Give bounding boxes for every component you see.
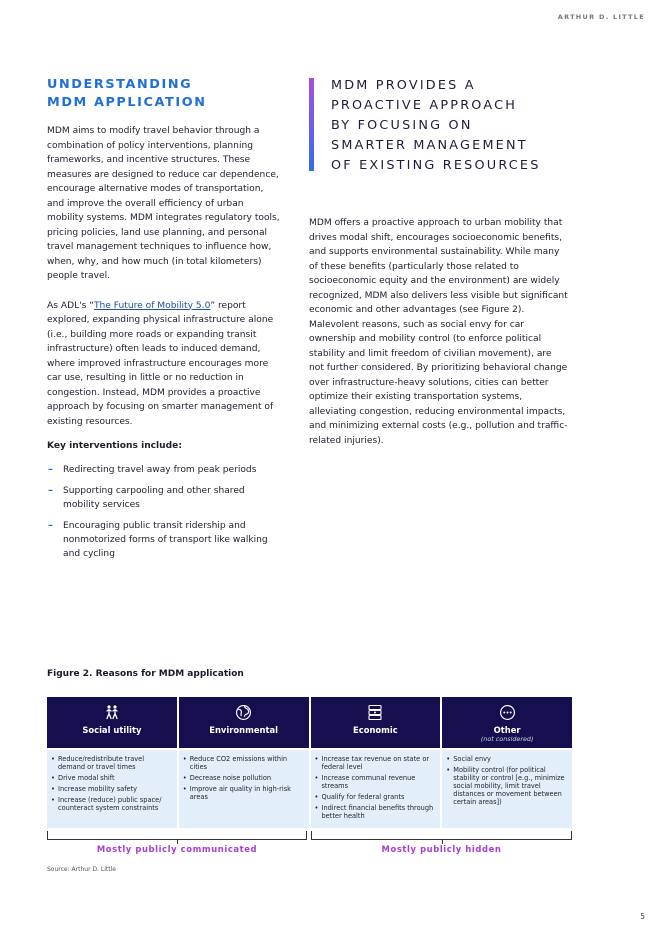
- pull-quote-text: [331, 76, 569, 176]
- list-item: • Reduce CO2 emissions within cities: [183, 755, 305, 771]
- list-item: • Drive modal shift: [51, 774, 173, 782]
- list-item: • Reduce/redistribute travel demand or travel times: [51, 755, 173, 771]
- report-paragraph-lead: As ADL's “: [47, 300, 94, 311]
- list-item: • Qualify for federal grants: [315, 793, 437, 801]
- globe-icon: [235, 703, 253, 721]
- brace-label-hidden: Mostly publicly hidden: [381, 844, 502, 854]
- figure-column-economic: [311, 697, 441, 828]
- key-interventions-heading: Key interventions include:: [47, 441, 182, 451]
- left-column: [47, 76, 280, 568]
- figure-title: Figure 2. Reasons for MDM application: [47, 669, 244, 679]
- list-item: • Decrease noise pollution: [183, 774, 305, 782]
- figure-column-header: [179, 697, 309, 748]
- future-of-mobility-link[interactable]: The Future of Mobility 5.0: [93, 300, 211, 311]
- figure-source: Source: Arthur D. Little: [47, 866, 116, 873]
- figure-column-name: Economic: [353, 725, 398, 735]
- brand-name: ARTHUR D. LITTLE: [557, 13, 645, 21]
- pull-quote-line: OF EXISTING RESOURCES: [331, 158, 541, 173]
- figure-column-header: [47, 697, 177, 748]
- page-number: 5: [640, 912, 645, 921]
- list-item: [47, 484, 280, 512]
- money-icon: [366, 703, 384, 721]
- list-item: • Improve air quality in high-risk areas: [183, 785, 305, 801]
- list-item: • Increase tax revenue on state or federal level: [315, 755, 437, 771]
- dash-icon: –: [48, 520, 53, 531]
- figure-column-header: [311, 697, 441, 748]
- pull-quote-line: PROACTIVE APPROACH: [331, 98, 518, 113]
- figure-column-other: [442, 697, 572, 828]
- list-item: [47, 463, 280, 477]
- figure-column-name: Social utility: [82, 725, 142, 735]
- list-item: • Mobility control (for political stability or control [e.g., minimize social mobility, limit travel distances or movement between certain areas]): [446, 766, 568, 806]
- pull-quote-line: MDM PROVIDES A: [331, 78, 476, 93]
- dash-icon: –: [48, 464, 53, 475]
- figure-column-name: Other: [493, 725, 521, 735]
- list-item: • Indirect financial benefits through better health: [315, 804, 437, 820]
- figure-column-name: Environmental: [209, 725, 278, 735]
- figure-column-header: [442, 697, 572, 748]
- brace-hidden: [311, 831, 572, 840]
- intro-paragraph: MDM aims to modify travel behavior through a combination of policy interventions, planning frameworks, and incentive structures. These measures are designed to reduce car dependence, encourage alternative modes of transportation, and improve the overall efficiency of urban mobility systems. MDM integrates regulatory tools, pricing policies, land use planning, and personal travel management techniques to influence how, when, why, and how much (in total kilometers) people travel.: [47, 126, 280, 281]
- interventions-list: [47, 463, 280, 561]
- report-paragraph: [47, 299, 280, 430]
- list-item-text: Redirecting travel away from peak periods: [63, 465, 257, 475]
- pull-quote-line: SMARTER MANAGEMENT: [331, 138, 528, 153]
- benefits-paragraph: MDM offers a proactive approach to urban mobility that drives modal shift, encourages socioeconomic benefits, and supports environmental sustainability. While many of these benefits (particularly those related to socioeconomic equity and the environment) are widely recognized, MDM also delivers less visible but significant economic and other advantages (see Figure 2). Malevolent reasons, such as social envy for car ownership and mobility control (to enforce political stability and limit freedom of civilian movement), are not further considered. By prioritizing behavioral change over infrastructure-heavy solutions, cities can better optimize their existing transportation systems, alleviating congestion, reducing environmental impacts, and minimizing external costs (e.g., pollution and traffic-related injuries).: [309, 218, 568, 446]
- more-icon: [498, 703, 516, 721]
- list-item-text: Supporting carpooling and other shared mobility services: [63, 486, 245, 510]
- figure-column-body: [179, 750, 309, 828]
- section-title: [47, 76, 280, 112]
- dash-icon: –: [48, 485, 53, 496]
- figure-column-body: [311, 750, 441, 828]
- list-item: • Social envy: [446, 755, 568, 763]
- right-column: [309, 76, 569, 448]
- figure-column-social: [47, 697, 177, 828]
- pull-quote-line: BY FOCUSING ON: [331, 118, 473, 133]
- pull-quote: [309, 76, 569, 176]
- list-item-text: Encouraging public transit ridership and nonmotorized forms of transport like walking and cycling: [63, 521, 268, 559]
- section-title-line: UNDERSTANDING: [47, 77, 193, 92]
- brace-label-communicated: Mostly publicly communicated: [96, 844, 258, 854]
- people-icon: [103, 703, 121, 721]
- reasons-figure: [47, 697, 572, 828]
- figure-column-environmental: [179, 697, 309, 828]
- list-item: • Increase (reduce) public space/ counteract system constraints: [51, 796, 173, 812]
- brace-communicated: [47, 831, 307, 840]
- figure-column-body: [442, 750, 572, 828]
- list-item: • Increase communal revenue streams: [315, 774, 437, 790]
- quote-accent-bar: [309, 78, 314, 171]
- list-item: • Increase mobility safety: [51, 785, 173, 793]
- figure-column-subtitle: (not considered): [480, 735, 534, 743]
- report-paragraph-rest: ” report explored, expanding physical infrastructure alone (i.e., building more roads or expanding transit infrastructure) often leads to induced demand, where improved infrastructure encourages more car use, resulting in little or no reduction in congestion. Instead, MDM provides a proactive approach by focusing on smarter management of existing resources.: [47, 300, 274, 427]
- figure-column-body: [47, 750, 177, 828]
- list-item: [47, 519, 280, 561]
- section-title-line: MDM APPLICATION: [47, 95, 207, 110]
